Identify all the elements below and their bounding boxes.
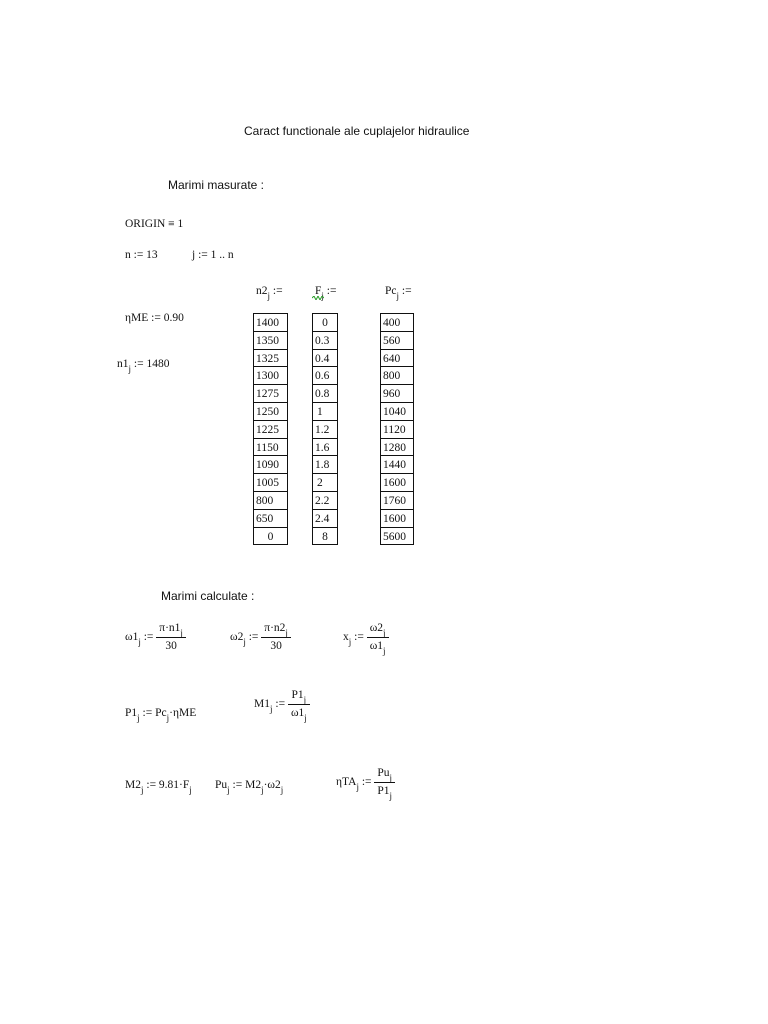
- vector-cell: 960: [381, 385, 413, 403]
- vector-cell: 0.6: [313, 367, 337, 385]
- vector-cell: 2.4: [313, 510, 337, 528]
- index-subscript: j: [269, 704, 273, 715]
- vector-cell: 5600: [383, 530, 406, 543]
- n1-value: := 1480: [133, 358, 170, 370]
- vector-cell: 1005: [254, 474, 287, 492]
- spellcheck-squiggle-icon: [312, 296, 324, 300]
- n2-label: n2: [256, 285, 268, 297]
- pu-label: Pu: [215, 779, 228, 791]
- vector-cell: 1600: [381, 510, 413, 528]
- vector-cell: 1040: [381, 403, 413, 421]
- omega2-formula: [230, 623, 291, 652]
- m2-label: M2: [125, 779, 141, 791]
- origin-definition: ORIGIN ≡ 1: [125, 218, 184, 230]
- p1-label: P1: [125, 707, 138, 719]
- range-definition: j := 1 .. n: [192, 249, 234, 261]
- vector-cell: 0.8: [313, 385, 337, 403]
- vector-cell: 0: [267, 530, 274, 543]
- index-subscript: j: [383, 645, 386, 656]
- calculated-heading: Marimi calculate :: [161, 589, 255, 603]
- m2-formula: [125, 779, 192, 795]
- index-subscript: j: [267, 291, 271, 301]
- eta-me-definition: ηME := 0.90: [125, 312, 184, 324]
- omega1-formula: [125, 623, 186, 652]
- f-vector: [312, 313, 338, 545]
- vector-cell: 1: [313, 403, 337, 421]
- n1-definition: [117, 358, 170, 374]
- vector-cell: 1.6: [313, 439, 337, 457]
- assign-operator: :=: [272, 285, 283, 297]
- m1-denominator: ω1: [290, 706, 305, 719]
- omega2-numerator: π·n2: [264, 622, 286, 634]
- index-subscript: j: [227, 785, 230, 795]
- index-subscript: j: [138, 637, 141, 648]
- assign-operator: :=: [248, 631, 259, 644]
- assign-operator: :=: [354, 631, 364, 644]
- vector-cell: 1760: [381, 492, 413, 510]
- index-subscript: j: [243, 637, 246, 648]
- eta-ta-label: ηTA: [336, 776, 357, 789]
- p1-eta-term: ·ηME: [169, 707, 197, 719]
- m1-label: M1: [254, 698, 270, 711]
- n2-vector: [253, 313, 288, 545]
- vector-cell: 1440: [381, 456, 413, 474]
- n-definition: n := 13: [125, 249, 158, 261]
- vector-cell: 560: [381, 332, 413, 350]
- x-formula: [343, 622, 389, 656]
- vector-cell: 1600: [381, 474, 413, 492]
- vector-cell: 0.4: [313, 350, 337, 368]
- omega1-denominator: 30: [156, 637, 186, 653]
- vector-cell: 1400: [254, 314, 287, 332]
- index-subscript: j: [321, 291, 324, 301]
- pc-vector: [380, 313, 414, 545]
- omega1-fraction: [156, 623, 186, 652]
- index-subscript: j: [280, 785, 284, 795]
- index-subscript: j: [383, 628, 386, 638]
- eta-ta-fraction: [374, 767, 395, 801]
- vector-cell: 1350: [254, 332, 287, 350]
- vector-cell: 650: [254, 510, 287, 528]
- pu-m2-term: := M2: [232, 779, 262, 791]
- index-subscript: j: [303, 695, 307, 705]
- vector-cell: 1.8: [313, 456, 337, 474]
- assign-operator: :=: [361, 776, 372, 789]
- index-subscript: j: [304, 712, 307, 723]
- vector-cell: 1325: [254, 350, 287, 368]
- vector-cell: 1150: [254, 439, 287, 457]
- index-subscript: j: [396, 291, 400, 301]
- vector-cell: 800: [381, 367, 413, 385]
- pu-formula: [215, 779, 284, 795]
- eta-ta-formula: [336, 767, 395, 801]
- vector-cell: 2.2: [313, 492, 337, 510]
- omega2-fraction: [261, 623, 291, 652]
- index-subscript: j: [389, 790, 393, 801]
- vector-cell: 1225: [254, 421, 287, 439]
- omega2-label: ω2: [230, 631, 244, 644]
- n2-header: [256, 285, 283, 301]
- vector-cell: 1275: [254, 385, 287, 403]
- vector-cell: 1250: [254, 403, 287, 421]
- index-subscript: j: [137, 713, 140, 723]
- x-denominator: ω1: [369, 639, 384, 652]
- index-subscript: j: [285, 628, 288, 638]
- pc-header: [385, 285, 412, 301]
- assign-operator: :=: [143, 631, 154, 644]
- vector-cell: 1300: [254, 367, 287, 385]
- f-label: F: [315, 285, 322, 297]
- index-subscript: j: [261, 785, 264, 795]
- x-label: x: [343, 631, 349, 644]
- vector-cell: 1090: [254, 456, 287, 474]
- index-subscript: j: [389, 773, 393, 783]
- pu-omega2-term: ·ω2: [263, 779, 281, 791]
- m2-expression: := 9.81·F: [146, 779, 190, 791]
- index-subscript: j: [348, 637, 352, 648]
- eta-ta-numerator: Pu: [377, 767, 390, 779]
- vector-cell: 0: [313, 314, 337, 332]
- index-subscript: j: [166, 713, 170, 723]
- n1-label: n1: [117, 358, 129, 370]
- vector-cell: 1120: [381, 421, 413, 439]
- measured-heading: Marimi masurate :: [168, 178, 265, 192]
- eta-ta-denominator: P1: [377, 784, 390, 797]
- vector-cell: 800: [254, 492, 287, 510]
- x-numerator: ω2: [369, 622, 384, 634]
- vector-cell: 0.3: [313, 332, 337, 350]
- m1-formula: [254, 689, 310, 723]
- index-subscript: j: [180, 628, 183, 638]
- vector-cell: 2: [313, 474, 337, 492]
- p1-formula: [125, 707, 197, 723]
- vector-cell: 8: [322, 530, 328, 543]
- assign-operator: :=: [326, 285, 337, 297]
- omega2-denominator: 30: [261, 637, 291, 653]
- index-subscript: j: [189, 785, 192, 795]
- assign-operator: :=: [401, 285, 412, 297]
- index-subscript: j: [140, 785, 144, 795]
- m1-fraction: [288, 689, 310, 723]
- vector-cell: 400: [381, 314, 413, 332]
- page-title: Caract functionale ale cuplajelor hidraulice: [244, 124, 470, 138]
- omega1-label: ω1: [125, 631, 139, 644]
- pc-label: Pc: [385, 285, 397, 297]
- assign-operator: :=: [275, 698, 286, 711]
- vector-cell: 1280: [381, 439, 413, 457]
- m1-numerator: P1: [291, 689, 304, 701]
- index-subscript: j: [128, 364, 132, 374]
- vector-cell: 1.2: [313, 421, 337, 439]
- vector-cell: 640: [381, 350, 413, 368]
- x-fraction: [367, 622, 389, 656]
- omega1-numerator: π·n1: [159, 622, 181, 634]
- p1-pc-term: := Pc: [142, 707, 167, 719]
- index-subscript: j: [356, 782, 359, 793]
